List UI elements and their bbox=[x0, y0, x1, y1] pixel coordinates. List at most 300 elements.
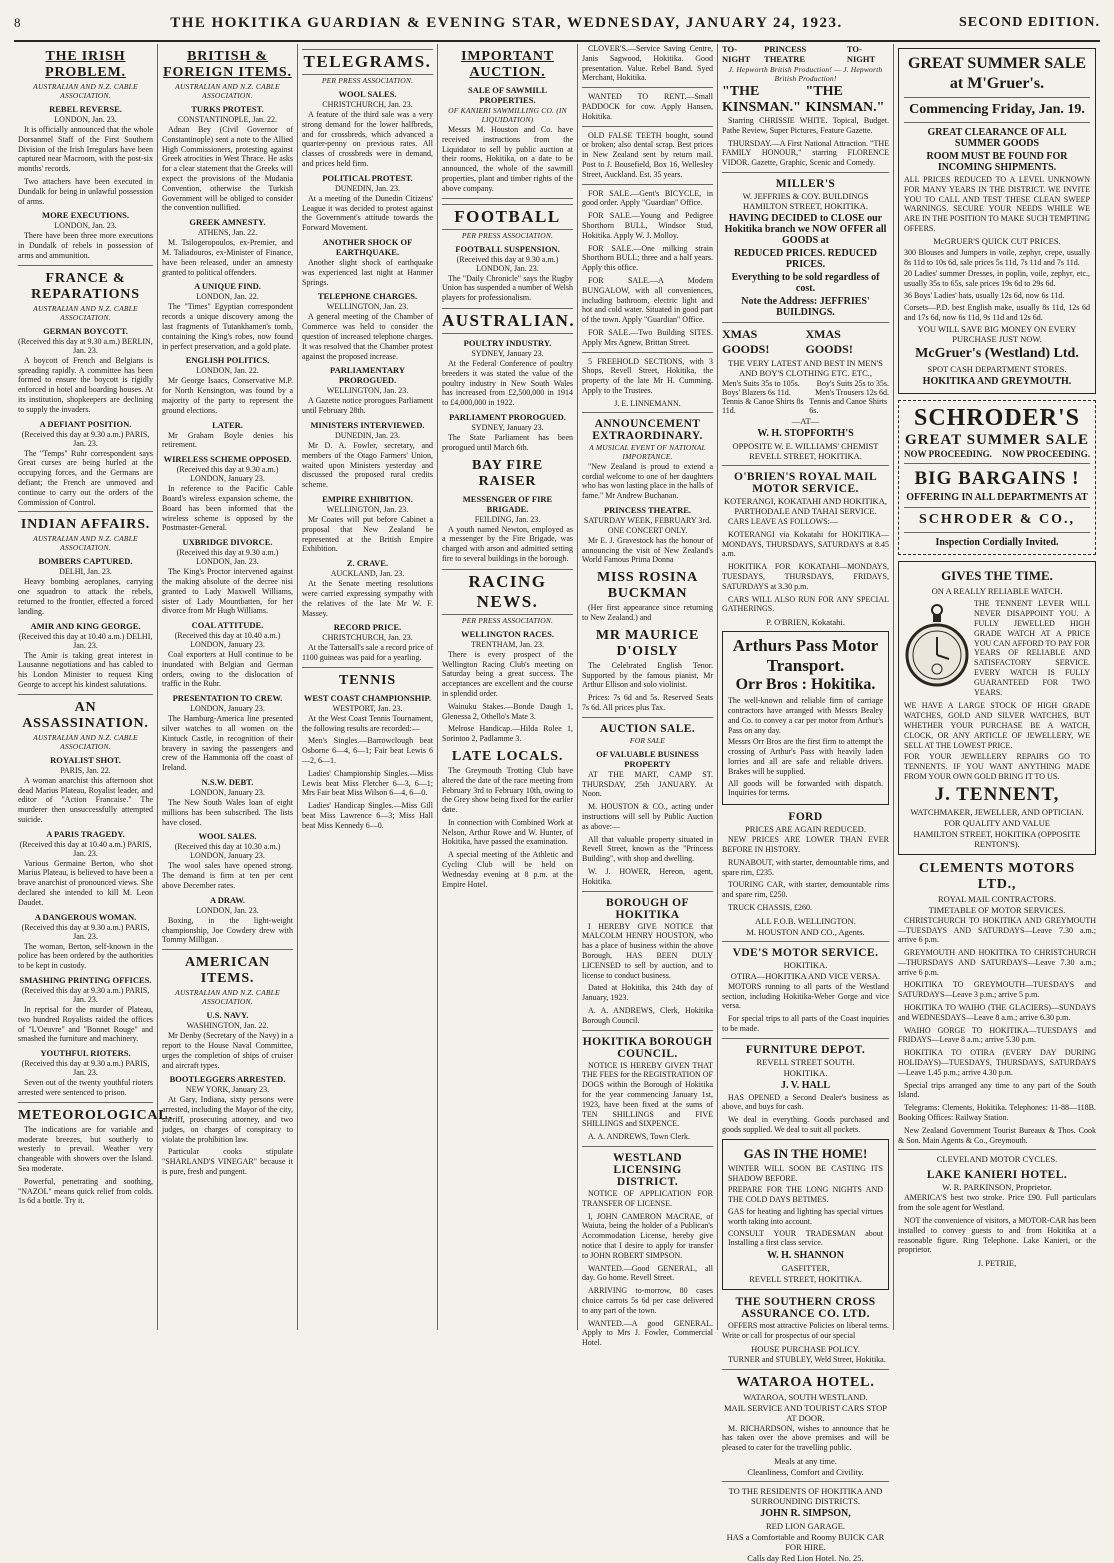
xmas-row bbox=[722, 388, 889, 397]
clements-route: GREYMOUTH AND HOKITIKA TO CHRISTCHURCH—THURSDAYS AND SATURDAYS—Leave 7.30 a.m.; arrive 6 p.m. bbox=[898, 948, 1096, 977]
subhead: WOOL SALES. bbox=[198, 831, 257, 842]
subhead: AMIR AND KING GEORGE. bbox=[30, 620, 141, 631]
vde-town: HOKITIKA. bbox=[783, 959, 828, 970]
theatre-text: THURSDAY.—A First National Attraction. "THE FAMILY HONOUR," starring FLORENCE VIDOR. Gazette, Graphic, Scenic and Comedy. bbox=[722, 138, 889, 168]
arthurs-pass-ad bbox=[722, 631, 889, 805]
classified-ad: WANTED.—A good GENERAL. Apply to Mrs J. Fowler, Commercial Hotel. bbox=[582, 1318, 713, 1348]
millers-text: HAVING DECIDED to CLOSE our Hokitika branch we NOW OFFER all GOODS at bbox=[724, 212, 887, 246]
subhead: PARLIAMENT PROROGUED. bbox=[449, 411, 566, 422]
article-text: A. A. ANDREWS, Clerk, Hokitika Borough Council. bbox=[582, 1006, 713, 1025]
divider bbox=[18, 265, 153, 266]
divider bbox=[722, 1038, 889, 1039]
article-text: The indications are for variable and moderate breezes, but southerly to westerly to prevail. Weather very changeable with showers over the Island. Sea moderate. bbox=[18, 1124, 153, 1174]
subhead: TURKS PROTEST. bbox=[191, 104, 264, 114]
mcgruers-room: ROOM MUST BE FOUND FOR INCOMING SHIPMENTS. bbox=[926, 151, 1068, 173]
headline-tennis: TENNIS bbox=[339, 672, 396, 688]
subhead: WEST COAST CHAMPIONSHIP. bbox=[303, 692, 432, 703]
dateline: WELLINGTON, Jan. 23. bbox=[326, 302, 409, 312]
vde-route: OTIRA—HOKITIKA AND VICE VERSA. bbox=[730, 970, 881, 981]
theatre-feature bbox=[722, 84, 889, 116]
headline-announcement: ANNOUNCEMENT EXTRAORDINARY. bbox=[592, 417, 703, 442]
arthurs-text: Messrs Orr Bros are the first firm to attempt the crossing of Arthur's Pass with heavily laden lorries and all are safe and reliable drivers. Brakes will be supplied. bbox=[728, 737, 883, 776]
tennent-heading: GIVES THE TIME. bbox=[941, 568, 1053, 584]
schroders-offering: OFFERING IN ALL DEPARTMENTS AT bbox=[906, 492, 1088, 504]
clements-route: HOKITIKA TO GREYMOUTH—TUESDAYS and SATURDAYS—Leave 3 p.m.; arrive 5 p.m. bbox=[898, 980, 1096, 1000]
schroders-proceeding: NOW PROCEEDING. bbox=[904, 449, 992, 460]
subhead: N.S.W. DEBT. bbox=[201, 777, 254, 788]
furniture-town: HOKITIKA. bbox=[783, 1067, 828, 1078]
headline-meteorological: METEOROLOGICAL. bbox=[18, 1107, 173, 1123]
masthead bbox=[14, 6, 1100, 42]
subhead-note: OF KANIERI SAWMILLING CO. (IN LIQUIDATION) bbox=[448, 106, 567, 124]
xmas-item: Men's Suits 35s to 105s. bbox=[722, 378, 800, 388]
article-text: At the Senate meeting resolutions were carried expressing sympathy with the relatives of the late Mr W. F. Massey. bbox=[302, 579, 433, 618]
ford-text: TOURING CAR, with starter, demountable rims and spare rim, £250. bbox=[722, 880, 889, 900]
divider bbox=[582, 1030, 713, 1031]
arthurs-text: The well-known and reliable firm of carriage contractors have arranged with Messrs Bealey and Co. to convey a car per motor from Arthur's Pass on any day. bbox=[728, 696, 883, 735]
headline-american-items: AMERICAN ITEMS. bbox=[185, 955, 270, 987]
mcgruers-quick-cut: McGRUER'S QUICK CUT PRICES. bbox=[933, 235, 1061, 246]
lake-kanieri-heading: LAKE KANIERI HOTEL. bbox=[926, 1169, 1068, 1182]
clements-route: HOKITIKA TO OTIRA (EVERY DAY DURING HOLIDAYS)—TUESDAYS, THURSDAYS, SATURDAYS—Leave 1.45 p.m.; arrive 4.30 p.m. bbox=[898, 1048, 1096, 1077]
divider bbox=[722, 172, 889, 173]
xmas-heading bbox=[722, 327, 889, 357]
classified-ad: FOR SALE.—Gent's BICYCLE, in good order. Apply "Guardian" Office. bbox=[582, 188, 713, 208]
subhead: LATER. bbox=[212, 419, 243, 430]
mcgruers-text: ALL PRICES REDUCED TO A LEVEL UNKNOWN FOR MANY YEARS IN THE DISTRICT. WE INVITE YOU TO CALL AND TEST THESE CLEAN SWEEP WARNINGS. SECURE YOUR NEEDS WHILE WE ARE IN THE POSITION TO MAKE SUCH TEMPTING OFFERS. bbox=[904, 175, 1090, 233]
tennent-body bbox=[904, 597, 1090, 699]
divider bbox=[722, 322, 889, 323]
divider bbox=[904, 463, 1090, 464]
headline-rosina-buckman: MISS ROSINA BUCKMAN bbox=[597, 570, 698, 602]
gas-text: CONSULT YOUR TRADESMAN about Installing a first class service. bbox=[728, 1228, 883, 1248]
subhead: WELLINGTON RACES. bbox=[461, 628, 554, 639]
column-3 bbox=[298, 44, 438, 1330]
subhead: FOOTBALL SUSPENSION. bbox=[455, 243, 560, 254]
arthurs-heading: Arthurs Pass Motor Transport. bbox=[732, 636, 879, 676]
xmas-item: Boy's Suits 25s to 35s. bbox=[816, 378, 889, 388]
gas-fitter-name: W. H. SHANNON bbox=[767, 1250, 844, 1262]
cable-credit: AUSTRALIAN AND N.Z. CABLE ASSOCIATION. bbox=[33, 534, 138, 553]
dateline: (Received this day at 9.30 a.m.) PARIS, Jan. 23. bbox=[21, 922, 150, 941]
article-text: Mr E. J. Gravestock has the honour of announcing the visit of New Zealand's World Famous Prima Donna bbox=[582, 535, 713, 565]
garage-text: HAS a Comfortable and Roomy BUICK CAR FOR HIRE. bbox=[726, 1532, 885, 1553]
subhead: COAL ATTITUDE. bbox=[191, 620, 264, 631]
dateline: (Received this day at 10.40 a.m.) LONDON, January 23. bbox=[174, 631, 281, 650]
subhead: BOOTLEGGERS ARRESTED. bbox=[169, 1074, 286, 1085]
feature-title-right: "THE KINSMAN." bbox=[805, 84, 885, 115]
mcgruers-heading: GREAT SUMMER SALE bbox=[907, 55, 1087, 72]
mcgruers-ad bbox=[898, 48, 1096, 394]
article-text: A feature of the third sale was a very strong demand for the lower halfbreds, and for crossbreds, which advanced a quarter-penny on previous rates. All classes of crossbreds were in demand, and prices held firm. bbox=[302, 110, 433, 168]
wataroa-town: WATAROA, SOUTH WESTLAND. bbox=[743, 1391, 868, 1402]
dateline: (Received this day at 9.30 a.m.) LONDON, Jan. 23. bbox=[456, 254, 559, 273]
article-text: Dated at Hokitika, this 24th day of January, 1923. bbox=[582, 983, 713, 1003]
headline-indian-affairs: INDIAN AFFAIRS. bbox=[20, 517, 151, 533]
clements-timetable: TIMETABLE OF MOTOR SERVICES. bbox=[928, 904, 1066, 915]
furniture-heading: FURNITURE DEPOT. bbox=[745, 1043, 866, 1056]
ford-fob: ALL F.O.B. WELLINGTON. bbox=[755, 915, 856, 926]
headline-late-locals: LATE LOCALS. bbox=[451, 748, 564, 764]
article-text: In reference to the Pacific Cable Board's wireless expansion scheme, the Board has been informed that the wireless scheme is opposed by the Postmaster-General. bbox=[162, 484, 293, 533]
divider bbox=[18, 1102, 153, 1103]
article-text: The "Daily Chronicle" says the Rugby Union has suspended a number of Welsh players for professionalism. bbox=[442, 273, 573, 303]
newspaper-title: THE HOKITIKA GUARDIAN & EVENING STAR, WEDNESDAY, JANUARY 24, 1923. bbox=[170, 14, 843, 31]
subhead: PARLIAMENTARY PROROGUED. bbox=[330, 365, 405, 386]
headline-important-auction: IMPORTANT AUCTION. bbox=[461, 49, 554, 80]
column-1 bbox=[14, 44, 173, 1330]
tennent-quality: FOR QUALITY AND VALUE bbox=[944, 817, 1050, 828]
article-text: A boycott of French and Belgians is spreading rapidly. A committee has been formed to ensure the boycott is rigidly enforced in hotel and boarding houses. At its institution, shopkeepers are declining to supply the invaders. bbox=[18, 355, 153, 414]
divider bbox=[18, 511, 153, 512]
divider bbox=[18, 694, 153, 695]
furniture-street: REVELL STREET SOUTH. bbox=[756, 1056, 855, 1067]
subhead: GERMAN BOYCOTT. bbox=[43, 325, 128, 336]
subhead: TELEPHONE CHARGES. bbox=[317, 291, 418, 302]
obrien-text: HOKITIKA FOR KOKATAHI—MONDAYS, TUESDAYS, THURSDAYS, FRIDAYS, SATURDAYS at 3.30 p.m. bbox=[722, 562, 889, 591]
clements-text: Special trips arranged any time to any part of the South Island. bbox=[898, 1080, 1096, 1100]
theatre-production: J. Hepworth British Production! — J. Hepworth British Production! bbox=[728, 65, 883, 83]
furniture-owner: J. V. HALL bbox=[780, 1079, 831, 1091]
advertiser-name: J. E. LINNEMANN. bbox=[614, 398, 681, 408]
classified-ad: FOR SALE.—Two Building SITES. Apply Mrs Agnew, Brittan Street. bbox=[582, 327, 713, 347]
subhead: A DRAW. bbox=[209, 894, 246, 905]
article-text: (Her first appearance since returning to New Zealand.) and bbox=[582, 603, 713, 623]
xmas-intro: THE VERY LATEST AND BEST IN MEN'S AND BOY'S CLOTHING ETC. ETC., bbox=[728, 357, 883, 378]
mcgruers-item: 36 Boys' Ladies' hats, usually 12s 6d, now 6s 11d. bbox=[904, 290, 1065, 300]
article-text: At Gary, Indiana, sixty persons were arrested, including the Mayor of the city, sheriff, prosecuting attorney, and two judges, on charges of conspiracy to violate the prohibition law. bbox=[162, 1095, 293, 1144]
article-text: At a meeting of the Dunedin Citizens' League it was decided to protest against the Government's attitude towards the Forward Movement. bbox=[302, 193, 433, 233]
article-text: Prices: 7s 6d and 5s. Reserved Seats 7s 6d. All prices plus Tax. bbox=[582, 693, 713, 713]
subhead: A UNIQUE FIND. bbox=[194, 281, 261, 292]
obrien-text: CARS LEAVE AS FOLLOWS:— bbox=[728, 516, 838, 526]
divider bbox=[898, 1149, 1096, 1150]
subhead: BOMBERS CAPTURED. bbox=[38, 556, 133, 567]
classified-ad: FOR SALE.—Young and Pedigree Shorthorn BULL, Windsor Stud, Hokitika. Apply W. J. Molloy. bbox=[582, 211, 713, 240]
article-text: The "Times" Egyptian correspondent records a unique discovery among the last fragments of Tutankhamen's tomb, containing the King's robes, now found in perfect preservation, and a gold plate. bbox=[162, 302, 293, 351]
article-text: AT THE MART, CAMP ST. THURSDAY, 25th JANUARY. At Noon. bbox=[582, 769, 713, 799]
theatre-text: Starring CHRISSIE WHITE. Topical, Budget. Pathe Review, Super Pictures, Feature Gazette. bbox=[722, 116, 889, 135]
dateline: CHRISTCHURCH, Jan. 23. bbox=[322, 633, 413, 643]
clements-route: HOKITIKA TO WAIHO (THE GLACIERS)—SUNDAYS and WEDNESDAYS—Leave 8 a.m.; arrive 6.30 p.m. bbox=[898, 1003, 1096, 1022]
divider bbox=[582, 126, 713, 127]
article-text: Boxing, in the light-weight championship, Joe Cowdery drew with Tommy Milligan. bbox=[162, 915, 293, 945]
cable-credit: AUSTRALIAN AND N.Z. CABLE ASSOCIATION. bbox=[33, 82, 138, 100]
article-text: Mr D. A. Fowler, secretary, and members of the Otago Farmers' Union, waited upon Ministers yesterday and discussed the proposed rural credits scheme. bbox=[302, 440, 433, 490]
dateline: (Received this day at 9.30 a.m.) LONDON, January 23. bbox=[176, 465, 279, 484]
mcgruers-name: McGruer's (Westland) Ltd. bbox=[915, 346, 1079, 362]
schroders-sale: GREAT SUMMER SALE bbox=[905, 432, 1089, 449]
article-text: Mr Coates will put before Cabinet a proposal that New Zealand be represented at the British Empire Exhibition. bbox=[302, 514, 433, 554]
furniture-text: We deal in everything. Goods purchased and goods supplied. We deal to suit all pockets. bbox=[722, 1115, 889, 1135]
article-text: The Hamburg-America line presented silver watches to all women on the Kintuck Castle, in recognition of their bravery in saving the passengers and crew of the Hammonia off the coast of Ireland. bbox=[162, 714, 293, 773]
headline-fire-raiser: BAY FIRE RAISER bbox=[471, 457, 544, 489]
divider bbox=[582, 891, 713, 892]
ford-sub: PRICES ARE AGAIN REDUCED. bbox=[745, 824, 866, 835]
headline-auction-sale: AUCTION SALE. bbox=[599, 722, 696, 735]
xmas-item: Boys' Blazers 6s 11d. bbox=[722, 387, 791, 397]
schroders-proceeding: NOW PROCEEDING. bbox=[1002, 449, 1090, 460]
dateline: LONDON, Jan. 23. bbox=[54, 221, 117, 231]
clements-agents: New Zealand Government Tourist Bureaux & Thos. Cook & Son. Main Agents & Co., Greymouth. bbox=[898, 1125, 1096, 1145]
classified-ad: WANTED TO RENT.—Small PADDOCK for cow. Apply Hansen, Hokitika. bbox=[582, 92, 713, 121]
dateline: PARIS, Jan. 22. bbox=[60, 765, 111, 775]
article-text: Heavy bombing aeroplanes, carrying one squadron to attack the rebels, returned to the frontier, effected a forced landing. bbox=[18, 577, 153, 616]
xmas-merchant: W. H. STOPFORTH'S bbox=[757, 427, 854, 439]
advert-text: Powerful, penetrating and soothing, "NAZOL" means quick relief from colds. 1s 6d a bottle. Try it. bbox=[18, 1176, 153, 1206]
garage-name: RED LION GARAGE. bbox=[765, 1521, 846, 1532]
subhead: WOOL SALES. bbox=[338, 89, 397, 99]
article-text: The Greymouth Trotting Club have altered the date of the race meeting from February 3rd to February 10th, owing to the Grey show being fixed for the earlier date. bbox=[442, 765, 573, 815]
subhead: U.S. NAVY. bbox=[206, 1010, 249, 1021]
article-text: NOTICE IS HEREBY GIVEN THAT THE FEES for the REGISTRATION OF DOGS within the Borough of Hokitika for the year commencing January 1st, 1923, have been fixed at the sums of TEN SHILLINGS and FIVE SHILLINGS and SIXPENCE. bbox=[582, 1060, 713, 1129]
dateline: DUNEDIN, Jan. 23. bbox=[334, 183, 401, 193]
cable-credit: AUSTRALIAN AND N.Z. CABLE ASSOCIATION. bbox=[33, 303, 138, 322]
subhead: YOUTHFUL RIOTERS. bbox=[40, 1048, 131, 1059]
tennent-text: THE TENNENT LEVER WILL NEVER DISAPPOINT YOU. A FULLY JEWELLED HIGH GRADE WATCH AT A PRICE YOU CAN AFFORD TO PAY FOR YEARS OF RELIABLE AND SATISFACTORY SERVICE. EVERY WATCH IS FULLY GUARANTEED FOR TWO YEARS. bbox=[974, 599, 1090, 697]
article-text: There is every prospect of the Wellington Racing Club's meeting on Saturday being a great success. The acceptances are excellent and the course in splendid order. bbox=[442, 649, 573, 698]
dateline: DELHI, Jan. 23. bbox=[59, 567, 112, 577]
tennent-text: WE HAVE A LARGE STOCK OF HIGH GRADE WATCHES, GOLD AND SILVER WATCHES, BUT WHETHER YOUR PURCHASE BE A WATCH, CLOCK, OR ANY ARTICLE OF JEWELLERY, WE SELL AT THE LOWEST PRICE. bbox=[904, 701, 1090, 750]
theatre-tonight-right: TO-NIGHT bbox=[846, 44, 876, 64]
subhead: A DEFIANT POSITION. bbox=[39, 418, 132, 429]
article-text: It is officially announced that the whole Dorsanmel Staff of the First Southern Division of the Irish Irregulars have been captured near Macroom, with the post-six months' records. bbox=[18, 125, 153, 174]
headline-france-reparations: FRANCE & REPARATIONS bbox=[31, 270, 140, 302]
article-text: I, JOHN CAMERON MACRAE, of Waiuta, being the holder of a Publican's Accommodation License, hereby give notice that I desire to apply for transfer to JOHN ROBERT SIMPSON. bbox=[582, 1211, 713, 1260]
vde-text: For special trips to all parts of the Coast inquiries to be made. bbox=[722, 1014, 889, 1033]
dateline: FEILDING, Jan. 23. bbox=[474, 514, 541, 524]
dateline: WELLINGTON, Jan. 23. bbox=[326, 504, 409, 514]
wataroa-motto: Cleanliness, Comfort and Civility. bbox=[747, 1467, 864, 1478]
xmas-item: Tennis & Canoe Shirts 8s 11d. bbox=[722, 396, 804, 415]
divider bbox=[582, 717, 713, 718]
tennent-reliable: ON A REALLY RELIABLE WATCH. bbox=[931, 586, 1063, 597]
divider bbox=[904, 507, 1090, 508]
orr-bros-heading: Orr Bros : Hokitika. bbox=[735, 676, 876, 694]
article-text: Ladies' Championship Singles.—Miss Lewis beat Miss Fletcher 6—3, 6—1; Mrs Fair beat Miss Wilson 6—4, 6—0. bbox=[302, 768, 433, 798]
divider bbox=[904, 97, 1090, 98]
article-text: A general meeting of the Chamber of Commerce was held to consider the question of increased telephone charges. It was resolved that the Chamber protest against the proposed increase. bbox=[302, 312, 433, 361]
southern-cross-heading: THE SOUTHERN CROSS ASSURANCE CO. LTD. bbox=[735, 1296, 876, 1321]
schroders-bargains: BIG BARGAINS ! bbox=[914, 468, 1080, 490]
mcgruers-item: Corsets—P.D. best English make, usually 8s 11d, 12s 6d and 17s 6d, now 6s 11d, 9s 11d and 12s 6d. bbox=[904, 302, 1090, 322]
gas-text: PREPARE FOR THE LONG NIGHTS AND THE COLD DAYS BETIMES. bbox=[728, 1185, 883, 1205]
millers-address-note: Note the Address: JEFFRIES' BUILDINGS. bbox=[741, 295, 870, 318]
schroders-name: SCHRODER & CO., bbox=[918, 512, 1075, 528]
gas-fitter-title: GASFITTER, bbox=[781, 1263, 830, 1274]
gas-text: WINTER WILL SOON BE CASTING ITS SHADOW BEFORE. bbox=[728, 1163, 883, 1183]
dateline: WESTPORT, Jan. 23. bbox=[332, 703, 403, 713]
cleveland-heading: CLEVELAND MOTOR CYCLES. bbox=[936, 1154, 1058, 1165]
divider bbox=[722, 941, 889, 942]
dateline: LONDON, Jan. 23. bbox=[54, 115, 117, 124]
clements-route: CHRISTCHURCH TO HOKITIKA AND GREYMOUTH—TUESDAYS AND SATURDAYS—Leave 7.30 a.m.; arrive 6 p.m. bbox=[898, 915, 1096, 945]
article-text: Wainuku Stakes.—Bonde Daugh 1, Glenessa 2, Othello's Mate 3. bbox=[442, 701, 573, 721]
headline-british-foreign: BRITISH & FOREIGN ITEMS. bbox=[163, 49, 292, 80]
xmas-left: XMAS GOODS! bbox=[722, 326, 770, 356]
millers-heading: MILLER'S bbox=[775, 177, 836, 190]
tennent-address: HAMILTON STREET, HOKITIKA (OPPOSITE RENTON'S). bbox=[913, 828, 1081, 849]
ford-text: TRUCK CHASSIS, £260. bbox=[728, 902, 813, 912]
wataroa-meals: Meals at any time. bbox=[774, 1456, 837, 1467]
subhead: REBEL REVERSE. bbox=[49, 104, 122, 114]
schroders-inspection: Inspection Cordially Invited. bbox=[935, 537, 1059, 549]
subhead: PRINCESS THEATRE. bbox=[603, 504, 692, 515]
obrien-text: CARS WILL ALSO RUN FOR ANY SPECIAL GATHERINGS. bbox=[722, 594, 889, 614]
column-5 bbox=[578, 44, 718, 1348]
ford-text: NEW PRICES ARE LOWER THAN EVER BEFORE IN HISTORY. bbox=[722, 835, 889, 854]
millers-address: W. JEFFRIES & COY. BUILDINGS HAMILTON STREET, HOKITIKA. bbox=[742, 190, 869, 211]
dateline: (Received this day at 9.30 a.m.) LONDON, Jan. 23. bbox=[176, 548, 279, 567]
clements-contractors: ROYAL MAIL CONTRACTORS. bbox=[938, 893, 1056, 904]
dateline: ONE CONCERT ONLY. bbox=[607, 525, 688, 535]
gas-ad bbox=[722, 1139, 889, 1290]
obrien-route: KOTERANGI, KOKATAHI AND HOKITIKA, PARTHODALE AND TAHAI SERVICE. bbox=[724, 495, 887, 516]
dateline: NEW YORK, January 23. bbox=[185, 1085, 270, 1095]
tennent-text: FOR YOUR JEWELLERY REPAIRS GO TO TENNENTS. IF YOU WANT ANYTHING MADE FROM YOUR OWN GOLD BRING IT TO US. bbox=[904, 752, 1090, 781]
schroders-ad bbox=[898, 400, 1096, 555]
vde-heading: VDE'S MOTOR SERVICE. bbox=[732, 946, 879, 959]
headline-football: FOOTBALL bbox=[442, 204, 573, 230]
cable-credit: AUSTRALIAN AND N.Z. CABLE ASSOCIATION. bbox=[175, 82, 280, 100]
article-text: Melrose Handicap.—Hilda Rolee 1, Sorintoo 2, Padlamme 3. bbox=[442, 724, 573, 744]
xmas-item: Tennis and Canoe Shirts 6s. bbox=[809, 396, 888, 415]
article-text: A woman anarchist this afternoon shot dead Marius Plateau, Royalist leader, and editor of "Action Francaise." The murderer then unsuccessfully attempted suicide. bbox=[18, 775, 153, 824]
southern-cross-text: OFFERS most attractive Policies on liberal terms. Write or call for prospectus of our special bbox=[722, 1321, 889, 1341]
divider bbox=[722, 465, 889, 466]
ford-agents: M. HOUSTON AND CO., Agents. bbox=[746, 926, 865, 937]
xmas-row bbox=[722, 397, 889, 415]
dateline: LONDON, Jan. 22. bbox=[196, 292, 259, 302]
subhead: ENGLISH POLITICS. bbox=[185, 355, 270, 366]
millers-text: REDUCED PRICES. REDUCED PRICES. bbox=[733, 247, 878, 270]
article-text: The King's Proctor intervened against the making absolute of the decree nisi granted to Lady Maxwell Williams, sister of Lady Mountbatten, for her divorce from Mr Hugh Williams. bbox=[162, 567, 293, 616]
xmas-address: OPPOSITE W. E. WILLIAMS' CHEMIST REVELL STREET, HOKITIKA. bbox=[732, 440, 879, 461]
press-credit: PER PRESS ASSOCIATION. bbox=[461, 230, 554, 240]
southern-cross-agents: TURNER and STUBLEY, Weld Street, Hokitika. bbox=[728, 1354, 886, 1364]
dateline: SYDNEY, January 23. bbox=[471, 422, 544, 432]
headline-borough-council: HOKITIKA BOROUGH COUNCIL. bbox=[582, 1035, 713, 1060]
article-text: W. J. HOWER, Hereon, agent, Hokitika. bbox=[582, 867, 713, 886]
column-2 bbox=[158, 44, 298, 1330]
mcgruers-towns: HOKITIKA AND GREYMOUTH. bbox=[922, 376, 1072, 388]
column-6 bbox=[718, 44, 894, 1563]
schroders-proceeding-row bbox=[904, 449, 1090, 459]
article-text: Mr Denby (Secretary of the Navy) in a report to the House Naval Committee, urges the completion of ships of cruiser and aircraft types. bbox=[162, 1031, 293, 1070]
article-text: Mr Graham Boyle denies his retirement. bbox=[162, 430, 293, 450]
cleveland-text: AMERICA'S best two stroke. Price £90. Full particulars from the sole agent for Westland. bbox=[898, 1193, 1096, 1213]
dateline: TRENTHAM, Jan. 23. bbox=[470, 639, 545, 649]
dateline: LONDON, January 23. bbox=[190, 788, 265, 798]
divider bbox=[904, 122, 1090, 123]
press-credit: PER PRESS ASSOCIATION. bbox=[321, 76, 414, 85]
mcgruers-clearance: GREAT CLEARANCE OF ALL SUMMER GOODS bbox=[927, 127, 1067, 149]
article-text: The Celebrated English Tenor. Supported by the famous pianist, Mr Arthur Ellison and solo violinist. bbox=[582, 660, 713, 690]
feature-title-left: "THE KINSMAN." bbox=[722, 84, 801, 115]
tennent-name: J. TENNENT, bbox=[934, 783, 1060, 805]
subhead: SALE OF SAWMILL PROPERTIES. bbox=[467, 85, 548, 105]
southern-cross-policy: HOUSE PURCHASE POLICY. bbox=[751, 1343, 860, 1354]
tennent-trade: WATCHMAKER, JEWELLER, AND OPTICIAN. bbox=[910, 806, 1084, 817]
dateline: SATURDAY WEEK, FEBRUARY 3rd. bbox=[583, 515, 712, 525]
divider bbox=[722, 1369, 889, 1370]
article-text: A. A. ANDREWS, Town Clerk. bbox=[588, 1132, 690, 1142]
article-text: A Gazette notice prorogues Parliament until February 28th. bbox=[302, 396, 433, 416]
article-text: There have been three more executions in Dundalk of rebels in possession of arms and ammunition. bbox=[18, 231, 153, 260]
theatre-header bbox=[722, 44, 889, 64]
dateline: DUNEDIN, Jan. 23. bbox=[334, 430, 401, 440]
dateline: LONDON, Jan. 23. bbox=[196, 905, 259, 915]
arthurs-text: All goods will be forwarded with dispatch. Inquiries for terms. bbox=[728, 778, 883, 798]
mcgruers-commencing: Commencing Friday, Jan. 19. bbox=[909, 102, 1085, 117]
wataroa-service: MAIL SERVICE AND TOURIST CARS STOP AT DOOR. bbox=[724, 1402, 887, 1423]
subhead: WIRELESS SCHEME OPPOSED. bbox=[163, 454, 292, 465]
garage-owner: JOHN R. SIMPSON, bbox=[760, 1508, 851, 1520]
article-text: "New Zealand is proud to extend a cordial welcome to one of her daughters who has won lasting place in the halls of fame." Mr Andrew Buchanan. bbox=[582, 461, 713, 501]
classified-ad: WANTED.—Good GENERAL, all day. Go home. Revell Street. bbox=[582, 1263, 713, 1283]
headline-australian: AUSTRALIAN. bbox=[442, 308, 573, 334]
article-text: M. HOUSTON & CO., acting under instructions will sell by Public Auction as above:— bbox=[582, 802, 713, 831]
article-text: In reprisal for the murder of Plateau, two hundred Royalists raided the offices of "L'Oeuvre" and "Bonnet Rouge" and smashed the furniture and machinery. bbox=[18, 1005, 153, 1044]
clements-route: WAIHO GORGE TO HOKITIKA—TUESDAYS and FRIDAYS—Leave 8 a.m.; arrive 5.30 p.m. bbox=[898, 1025, 1096, 1045]
article-text: Two attachers have been executed in Dundalk for being in unlawful possession of arms. bbox=[18, 176, 153, 206]
press-credit: PER PRESS ASSOCIATION. bbox=[461, 615, 554, 625]
article-text: The New South Wales loan of eight millions has been subscribed. The lists have closed. bbox=[162, 798, 293, 827]
article-text: M. Tsilogeropoulos, ex-Premier, and M. Taliadouros, ex-Minister of Finance, have been released, under an amnesty granted to political offenders. bbox=[162, 238, 293, 277]
dateline: (Received this day at 9.30 a.m.) PARIS, Jan. 23. bbox=[21, 986, 150, 1005]
divider bbox=[162, 949, 293, 950]
furniture-text: HAS OPENED a Second Dealer's business as above, and buys for cash. bbox=[722, 1092, 889, 1112]
subhead: MINISTERS INTERVIEWED. bbox=[310, 419, 425, 430]
mcgruers-save: YOU WILL SAVE BIG MONEY ON EVERY PURCHASE JUST NOW. bbox=[917, 324, 1077, 345]
dateline: AUCKLAND, Jan. 23. bbox=[330, 569, 405, 579]
subhead: GREEK AMNESTY. bbox=[189, 217, 266, 228]
subhead: MESSENGER OF FIRE BRIGADE. bbox=[462, 493, 553, 514]
obrien-text: KOTERANGI via Kokatahi for HOKITIKA—MONDAYS, THURSDAYS, SATURDAYS at 8.45 a.m. bbox=[722, 529, 889, 559]
dateline: (Received this day at 10.40 a.m.) DELHI, Jan. 23. bbox=[18, 631, 153, 650]
article-text: NOTICE OF APPLICATION FOR TRANSFER OF LICENSE. bbox=[582, 1188, 713, 1208]
article-text: Ladies' Handicap Singles.—Miss Gill beat Miss Lawrence 6—3; Miss Hall beat Miss Kennedy 6—0. bbox=[302, 801, 433, 830]
column-7 bbox=[894, 44, 1100, 1330]
classified-ad: ARRIVING to-morrow, 80 cases choice carrots 5s 6d per case delivered to any part of the town. bbox=[582, 1286, 713, 1315]
article-text: Men's Singles.—Barrowclough beat Osborne 6—4, 6—1; Fair beat Lewis 6—2, 6—1. bbox=[302, 736, 433, 766]
subhead: MORE EXECUTIONS. bbox=[42, 210, 129, 221]
subhead: A PARIS TRAGEDY. bbox=[46, 828, 125, 839]
article-text: Another slight shock of earthquake was experienced last night at Hanmer Springs. bbox=[302, 257, 433, 287]
article-text: A special meeting of the Athletic and Cycling Club will be held on Wednesday evening at 8 p.m. at the Empire Hotel. bbox=[442, 850, 573, 889]
pocket-watch-icon bbox=[904, 603, 970, 689]
divider bbox=[582, 184, 713, 185]
dateline: (Received this day at 10.40 a.m.) PARIS, Jan. 23. bbox=[19, 839, 152, 858]
article-text: The Amir is taking great interest in Lausanne negotiations and has cabled to his London Minister to request King George to accept his kindest salutations. bbox=[18, 650, 153, 689]
headline-licensing: WESTLAND LICENSING DISTRICT. bbox=[612, 1151, 683, 1188]
dateline: (Received this day at 9.30 a.m.) PARIS, Jan. 23. bbox=[21, 429, 150, 448]
cable-credit: AUSTRALIAN AND N.Z. CABLE ASSOCIATION. bbox=[175, 988, 280, 1007]
divider bbox=[582, 352, 713, 353]
classified-ad: OLD FALSE TEETH bought, sound or broken; also dental scrap. Best prices in New Zealand sent by return mail. Post to J. Bousefield, Box 16, Wellesley Street, Auckland. Est. 35 years. bbox=[582, 130, 713, 179]
subhead: ANOTHER SHOCK OF EARTHQUAKE. bbox=[322, 236, 413, 257]
obrien-heading: O'BRIEN'S ROYAL MAIL MOTOR SERVICE. bbox=[733, 470, 878, 495]
page-number: 8 bbox=[14, 15, 21, 30]
mcgruers-item: 20 Ladies' summer Dresses, in poplin, voile, zephyr, etc., usually 35s to 65s, sale prices 19s 6d to 29s 6d. bbox=[904, 269, 1090, 289]
xmas-row bbox=[722, 379, 889, 388]
article-text: The wool sales have opened strong. The demand is firm at ten per cent above December rates. bbox=[162, 861, 293, 891]
clements-contact: Telegrams: Clements, Hokitika. Telephones: 11-88—118B. Booking Offices: Railway Station. bbox=[898, 1103, 1096, 1123]
article-text: Seven out of the twenty youthful rioters arrested were sentenced to prison. bbox=[18, 1078, 153, 1098]
dateline: WASHINGTON, Jan. 22. bbox=[186, 1021, 269, 1031]
xmas-item: Men's Trousers 12s 6d. bbox=[815, 387, 889, 397]
obrien-signature: P. O'BRIEN, Kokatahi. bbox=[766, 617, 845, 628]
